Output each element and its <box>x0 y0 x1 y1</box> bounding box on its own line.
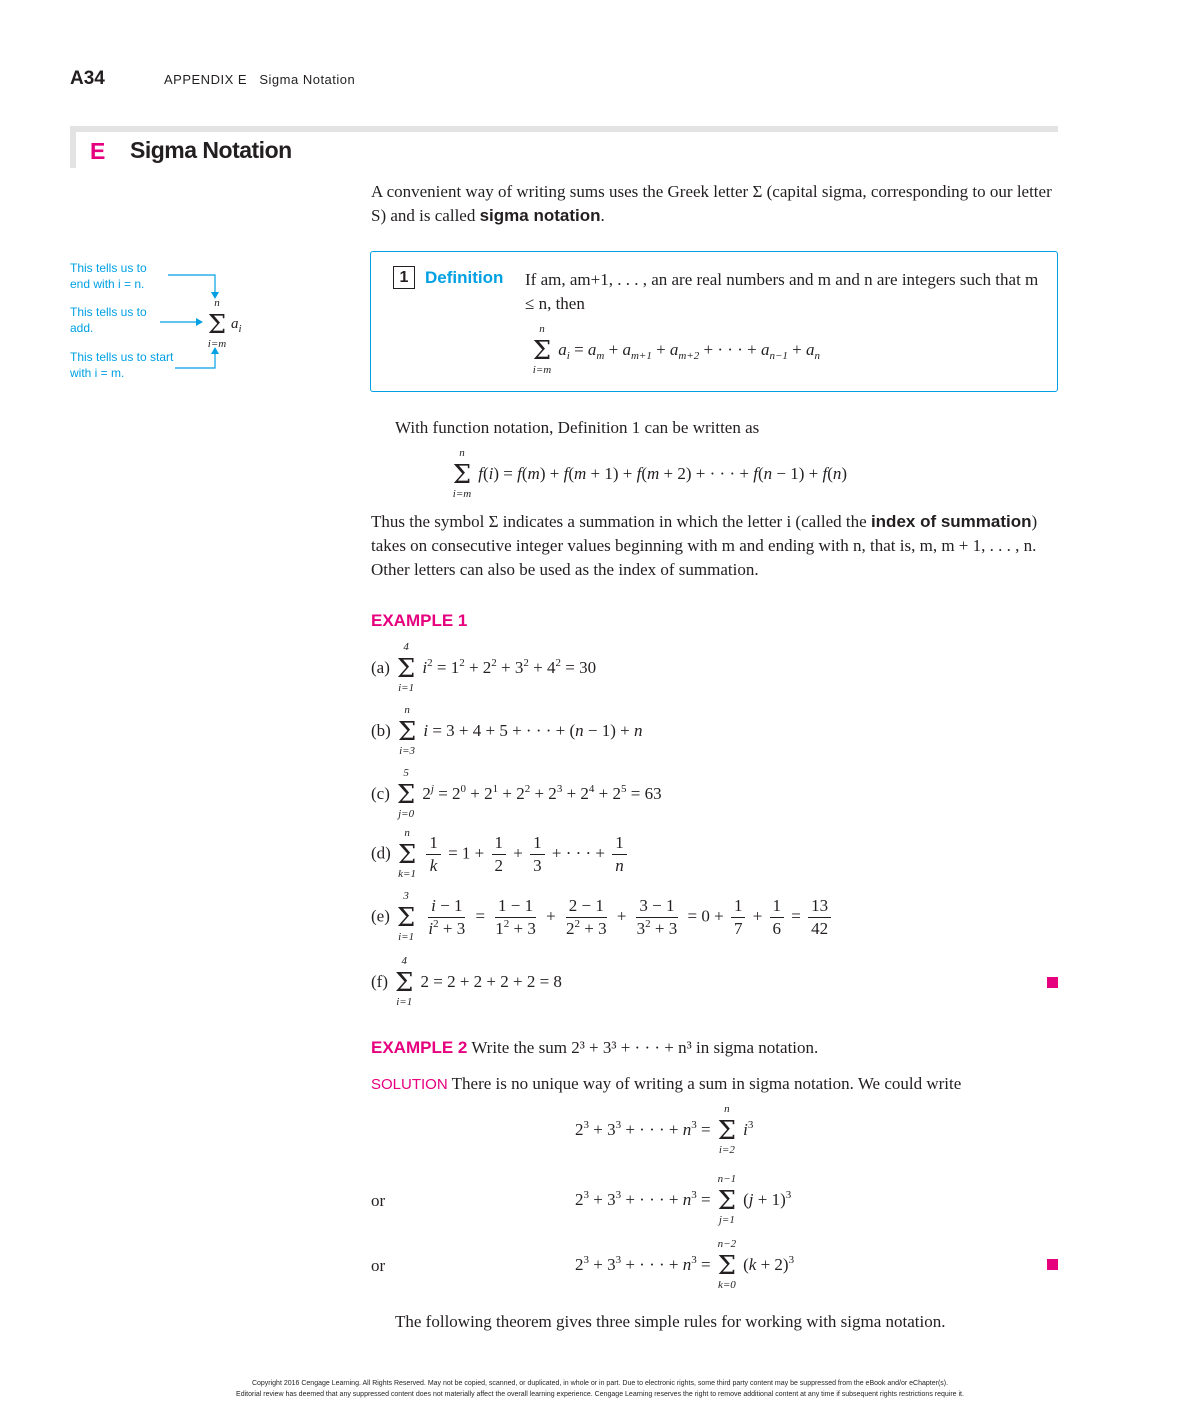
section-bar <box>70 126 1058 132</box>
margin-sigma-example: n Σ i=m $a_i$ <box>207 297 242 350</box>
example1-b-label: (b) <box>371 720 391 740</box>
closing-text: The following theorem gives three simple rules for working with sigma notation. <box>395 1312 946 1331</box>
example1-f-label: (f) <box>371 971 388 991</box>
footer-line-1: Copyright 2016 Cengage Learning. All Rights Reserved. May not be copied, scanned, or duplicated, in whole or in part. Due to electronic rights, some third party content may be suppressed from the eBook and/or eChapter(s). <box>251 1380 949 1387</box>
example1-c: (c) 5 Σ j=0 $2^j = 2^0 + 2^1 + 2^2 + 2^3 + 2^4 + 2^5 = 63$ <box>371 767 662 820</box>
index-paragraph <box>371 510 1061 582</box>
margin-note-start: This tells us to start with i = m. <box>70 350 174 380</box>
example1-end-marker <box>1047 977 1058 988</box>
example2-line <box>371 1036 818 1060</box>
example1-a-label: (a) <box>371 657 390 677</box>
or-label-1: or <box>371 1191 386 1210</box>
intro-term: sigma notation <box>479 206 601 225</box>
example1-c-label: (c) <box>371 783 390 803</box>
function-notation-equation: n Σ i=m f(i) = f(m) + f(m + 1) + f(m + 2) + · · · + f(n − 1) + f(n) <box>452 447 848 500</box>
solution-text: There is no unique way of writing a sum in sigma notation. We could write <box>451 1074 962 1093</box>
margin-note-add: This tells us to add. <box>70 305 147 335</box>
section-letter: E <box>90 138 106 164</box>
intro-paragraph <box>371 180 1061 228</box>
example2-prompt: Write the sum 2³ + 3³ + · · · + n³ in sigma notation. <box>471 1038 819 1057</box>
running-title: APPENDIX E Sigma Notation <box>164 72 356 87</box>
page-number: A34 <box>70 68 105 89</box>
section-bar-left <box>70 126 76 168</box>
example1-f: (f) 4 Σ i=1 2 = 2 + 2 + 2 + 2 = 8 <box>371 955 562 1008</box>
definition-label: Definition <box>425 268 504 287</box>
example1-b: (b) n Σ i=3 i = 3 + 4 + 5 + · · · + (n − 1) + n <box>371 704 643 757</box>
example1-heading: EXAMPLE 1 <box>371 611 468 630</box>
example2-eq1: $2^3 + 3^3$ + · · · + $n^3$ = n Σ i=2 $i^3$ <box>575 1103 754 1156</box>
definition-text: If am, am+1, . . . , an are real numbers and m and n are integers such that m ≤ n, then <box>525 270 1039 313</box>
example1-d: (d) n Σ k=1 $\frac{1}{k}$ = 1 + $\frac{1}{2}$ + $\frac{1}{3}$ + · · · + $\frac{1}{n}$ <box>371 832 630 877</box>
solution-label: SOLUTION <box>371 1076 448 1093</box>
example2-eq3: $2^3 + 3^3$ + · · · + $n^3$ = n−2 Σ k=0 $(k + 2)^3$ <box>575 1238 795 1291</box>
example2-end-marker <box>1047 1259 1058 1270</box>
definition-equation: n Σ i=m $a_i = a_m + a_{m+1} + a_{m+2}$ + · · · + $a_{n-1} + a_n$ <box>532 323 820 376</box>
function-notation-text: With function notation, Definition 1 can be written as <box>395 418 760 437</box>
margin-note-end: This tells us to end with i = n. <box>70 261 147 291</box>
example2-solution <box>371 1072 961 1097</box>
or-label-2: or <box>371 1256 386 1275</box>
intro-text-b: . <box>600 206 605 225</box>
example1-e-label: (e) <box>371 906 390 926</box>
example1-d-label: (d) <box>371 843 391 863</box>
example2-eq2: $2^3 + 3^3$ + · · · + $n^3$ = n−1 Σ j=1 $(j + 1)^3$ <box>575 1173 792 1226</box>
footer-line-2: Editorial review has deemed that any suppressed content does not materially affect the overall learning experience. Cengage Learning reserves the right to remove additional content at any time if subsequent rights restrictions require it. <box>236 1391 964 1398</box>
example1-a: (a) 4 Σ i=1 $i^2 = 1^2 + 2^2 + 3^2 + 4^2 = 30$ <box>371 641 597 694</box>
definition-number: 1 <box>393 266 415 289</box>
index-text-b: ) takes on consecutive integer values beginning with m and ending with n, that is, m, m + 1, . . . , n. Other letters can also be used as the index of summation. <box>371 512 1038 579</box>
intro-text-a: A convenient way of writing sums uses the Greek letter Σ (capital sigma, corresponding to our letter S) and is called <box>371 182 1052 225</box>
section-title: Sigma Notation <box>130 137 292 163</box>
example2-heading: EXAMPLE 2 <box>371 1038 468 1057</box>
index-term: index of summation <box>870 512 1032 531</box>
index-text-a: Thus the symbol Σ indicates a summation in which the letter i (called the <box>371 512 871 531</box>
example1-e: (e) 3 Σ i=1 $\frac{i - 1}{i^2 + 3}$ = $\frac{1 - 1}{1^2 + 3}$ + $\frac{2 - 1}{2^2 + 3}$ + $\frac{3 - 1}{3^2 + 3}$ = 0 + $\frac{1}{7}$ + $\frac{1}{6}$ = $\frac{13}{42}$ <box>371 895 834 940</box>
